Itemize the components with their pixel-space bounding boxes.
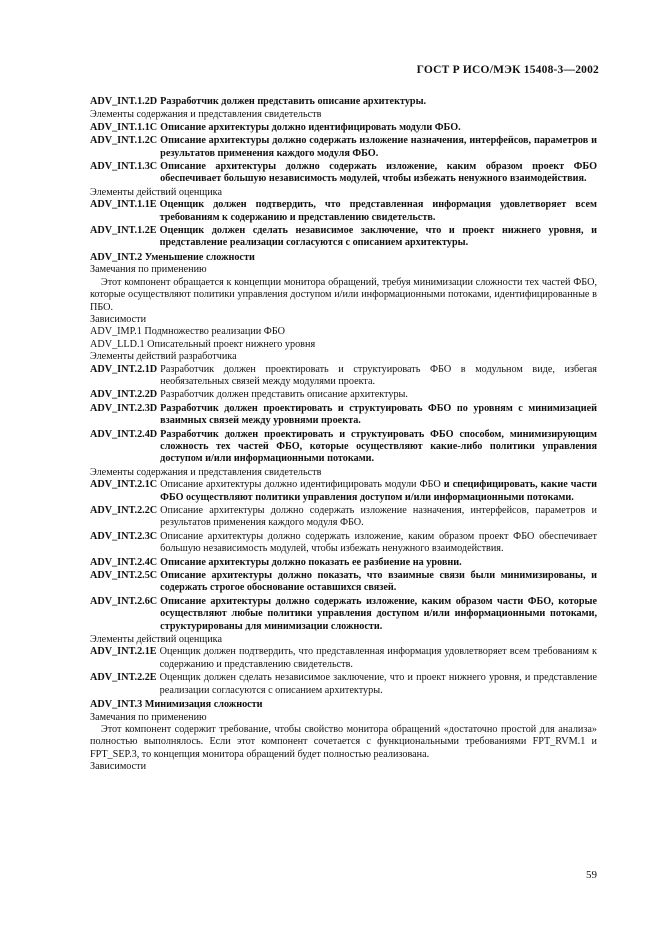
requirement-text-run: Описание архитектуры должно показать, что взаимные связи были минимизированы, и содержать строгое обоснование оставшихся связей. (160, 570, 597, 594)
requirement-element (90, 389, 597, 401)
requirement-element (90, 646, 597, 671)
requirement-element (90, 557, 597, 569)
requirement-text-run: Разработчик должен представить описание архитектуры. (160, 96, 427, 107)
requirement-element (90, 531, 597, 556)
requirement-text (160, 161, 597, 186)
requirement-text-bold-run: и специфицировать, какие части ФБО осуществляют политики управления доступом и/или информационными потоками. (160, 479, 597, 503)
page-number: 59 (586, 869, 597, 881)
requirement-text (160, 225, 597, 250)
requirement-element (90, 364, 597, 389)
requirement-text-run: Разработчик должен проектировать и структуировать ФБО способом, минимизирующим сложность тех частей ФБО, которые осуществляют какие-либо политики управления доступом и/или информационными потоками. (160, 428, 597, 465)
requirement-text-run: Описание архитектуры должно содержать изложение назначения, интерфейсов, параметров и результатов применения каждого модуля ФБО. (160, 505, 597, 529)
requirement-text (160, 96, 597, 108)
requirement-element (90, 596, 597, 633)
requirement-text-run: Описание архитектуры должно содержать изложение, каким образом проект ФБО обеспечивает большую независимость модулей, чтобы избежать ненужного взаимодействия. (160, 530, 597, 555)
requirement-code: ADV_INT.2.2E (90, 672, 157, 684)
requirement-text-run: Оценщик должен сделать независимое заключение, что и проект нижнего уровня, и представление реализации согласуются с описанием архитектуры. (159, 225, 597, 249)
requirement-code: ADV_INT.2.1C (90, 479, 158, 491)
requirement-code: ADV_INT.1.1C (90, 121, 158, 133)
requirement-code: ADV_INT.2.1D (90, 363, 158, 375)
requirement-text (160, 199, 597, 224)
requirement-text-run: Описание архитектуры должно содержать изложение, каким образом части ФБО, которые осуществляют любые политики управления доступом и/или информационными потоками, структурированы для минимизации сложности. (160, 595, 597, 632)
subheading: ADV_IMP.1 Подмножество реализации ФБО (90, 326, 285, 338)
paragraph: Этот компонент содержит требование, чтобы свойство монитора обращений «достаточно простой для анализа» полностью выполнялось. Если этот компонент сочетается с функциональными требованиями FPT_RVM.1 и FPT_SEP.3, то концепция монитора обращений будет полностью реализована. (90, 723, 597, 760)
requirement-element (90, 479, 597, 504)
requirement-text (160, 596, 597, 633)
requirement-code: ADV_INT.2.4D (90, 428, 158, 440)
requirement-text-run: Оценщик должен сделать независимое заключение, что и проект нижнего уровня, и представление реализации согласуются с описанием архитектуры. (159, 672, 597, 696)
subheading: Элементы содержания и представления свидетельств (90, 109, 322, 121)
requirement-code: ADV_INT.2.2D (90, 389, 158, 401)
requirement-code: ADV_INT.1.2E (90, 225, 157, 237)
requirement-text-run: Описание архитектуры должно идентифицировать модули ФБО. (160, 121, 461, 133)
requirement-text-run: Описание архитектуры должно показать ее разбиение на уровни. (160, 556, 462, 568)
requirement-code: ADV_INT.1.1E (90, 199, 157, 211)
section-heading: ADV_INT.2 Уменьшение сложности (90, 251, 255, 263)
requirement-text (160, 135, 597, 160)
subheading: ADV_LLD.1 Описательный проект нижнего уровня (90, 338, 316, 350)
requirement-element (90, 161, 597, 186)
requirement-code: ADV_INT.2.1E (90, 646, 157, 658)
subheading: Зависимости (90, 761, 147, 773)
requirement-element (90, 505, 597, 530)
requirement-element (90, 135, 597, 160)
requirement-code: ADV_INT.2.3D (90, 402, 158, 414)
requirement-element (90, 96, 597, 108)
requirement-text-run: Разработчик должен представить описание архитектуры. (160, 389, 408, 401)
requirement-text-run: Оценщик должен подтвердить, что представленная информация удовлетворяет всем требованиям к содержанию и представлению свидетельств. (159, 199, 597, 223)
requirement-element (90, 672, 597, 697)
requirement-code: ADV_INT.2.2C (90, 505, 158, 516)
subheading: Элементы действий оценщика (90, 186, 222, 198)
requirement-code: ADV_INT.1.2C (90, 135, 158, 147)
requirement-element (90, 403, 597, 428)
requirement-text-run: Разработчик должен проектировать и структуировать ФБО по уровням с минимизацией взаимных связей между уровнями проекта. (160, 402, 597, 427)
requirement-text-run: Разработчик должен проектировать и структуировать ФБО в модульном виде, избегая необязательных связей между модулями проекта. (160, 363, 597, 387)
requirement-element (90, 225, 597, 250)
subheading: Элементы действий оценщика (90, 634, 222, 646)
paragraph: Этот компонент обращается к концепции монитора обращений, требуя минимизации сложности тех частей ФБО, которые осуществляют политики управления доступом и/или информационными потоками, идентифицированные в ПБО. (90, 276, 597, 313)
requirement-text (160, 672, 597, 697)
document-body (90, 96, 597, 774)
requirement-text-run: Описание архитектуры должно содержать изложение назначения, интерфейсов, параметров и результатов применения каждого модуля ФБО. (160, 135, 597, 159)
requirement-text (160, 122, 597, 134)
requirement-code: ADV_INT.2.4C (90, 556, 158, 568)
section-heading: ADV_INT.3 Минимизация сложности (90, 699, 263, 711)
requirement-code: ADV_INT.1.2D (90, 96, 158, 107)
requirement-text (160, 403, 597, 428)
requirement-text (160, 557, 597, 569)
requirement-text (160, 505, 597, 530)
subheading: Элементы действий разработчика (90, 351, 237, 363)
subheading: Замечания по применению (90, 264, 207, 276)
requirement-code: ADV_INT.2.3C (90, 530, 158, 542)
requirement-element (90, 199, 597, 224)
requirement-text-run: Описание архитектуры должно содержать изложение, каким образом проект ФБО обеспечивает большую независимость модулей, чтобы избежать ненужного взаимодействия. (160, 161, 597, 185)
requirement-code: ADV_INT.2.5C (90, 570, 158, 582)
document-header: ГОСТ Р ИСО/МЭК 15408-3—2002 (416, 64, 599, 76)
requirement-text (160, 570, 597, 595)
requirement-text (160, 429, 597, 466)
requirement-code: ADV_INT.2.6C (90, 595, 158, 607)
requirement-element (90, 429, 597, 466)
requirement-text-run: Описание архитектуры должно идентифицировать модули ФБО (160, 479, 441, 491)
requirement-text (160, 646, 597, 671)
requirement-text-run: Оценщик должен подтвердить, что представленная информация удовлетворяет всем требованиям к содержанию и представлению свидетельств. (159, 646, 597, 670)
subheading: Замечания по применению (90, 711, 207, 723)
requirement-text (160, 531, 597, 556)
requirement-element (90, 122, 597, 134)
requirement-element (90, 570, 597, 595)
requirement-text (160, 389, 597, 401)
subheading: Зависимости (90, 313, 147, 325)
requirement-text (160, 479, 597, 504)
requirement-text (160, 364, 597, 389)
subheading: Элементы содержания и представления свидетельств (90, 466, 322, 478)
requirement-code: ADV_INT.1.3C (90, 161, 158, 173)
